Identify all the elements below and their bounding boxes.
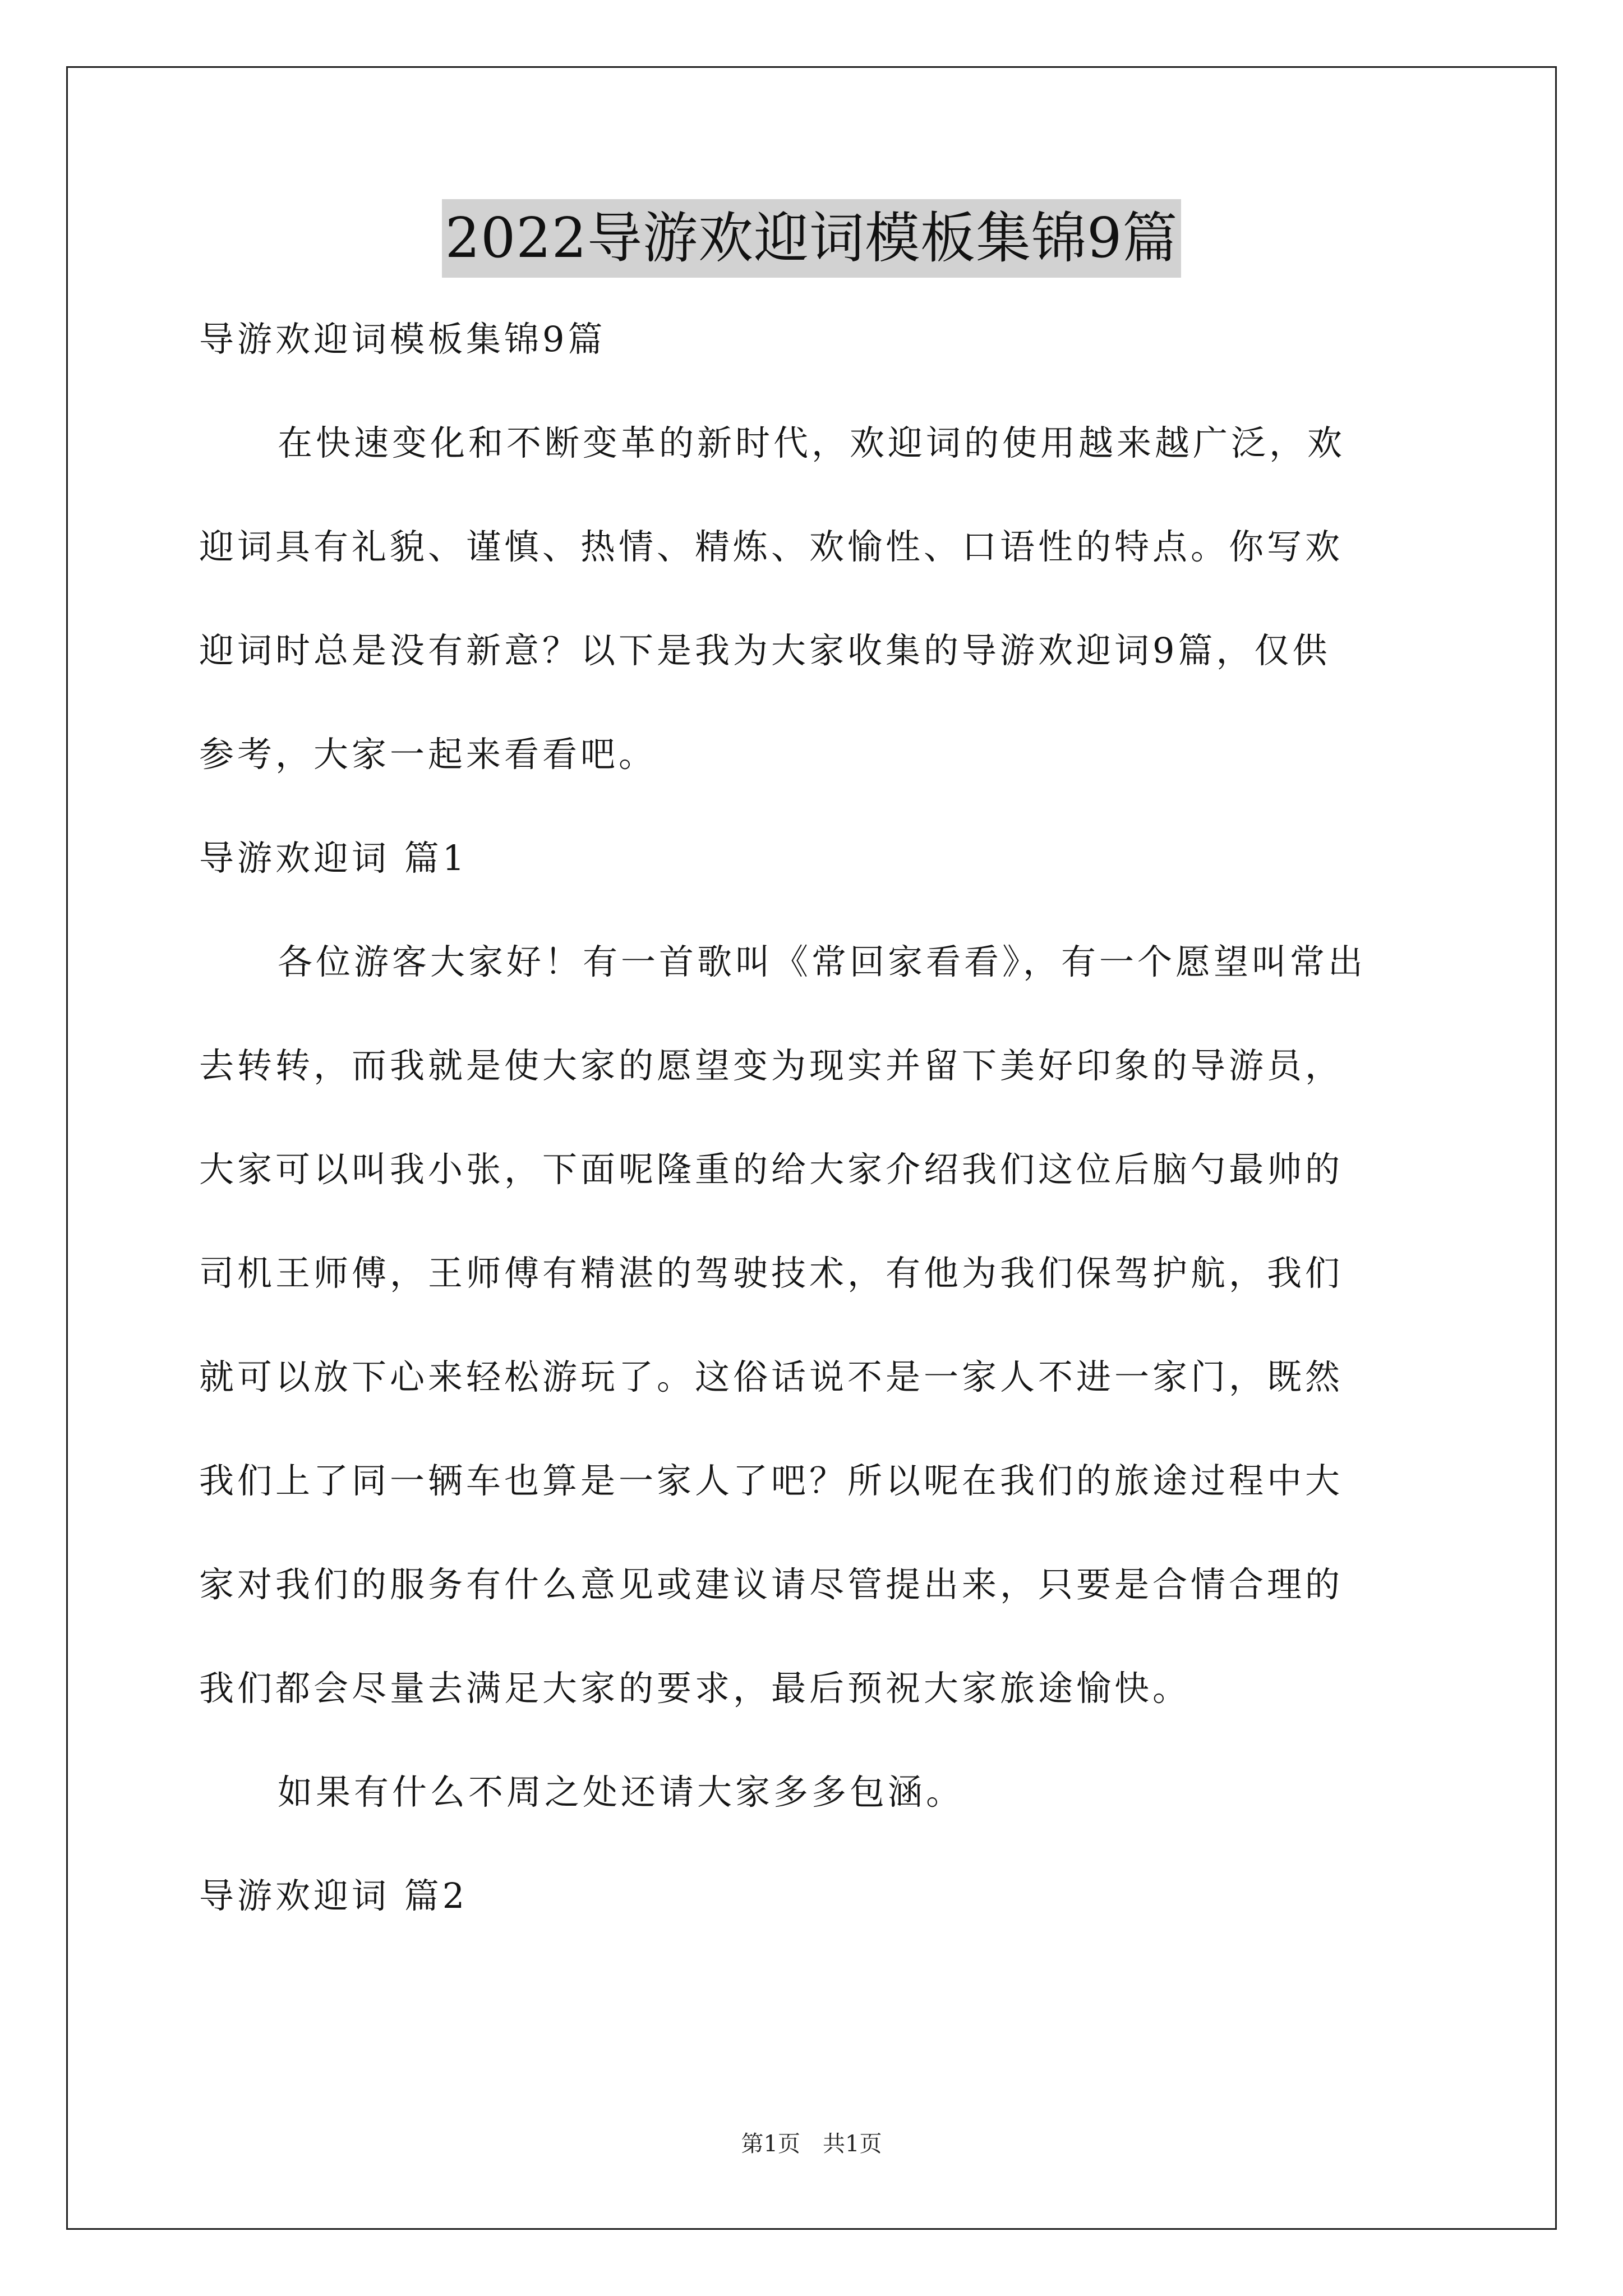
page-footer: 第1页 共1页 [741,2131,882,2157]
title-container [0,199,1623,278]
section1-line-7: 家对我们的服务有什么意见或建议请尽管提出来，只要是合情合理的 [199,1564,1344,1605]
section1-line-3: 大家可以叫我小张，下面呢隆重的给大家介绍我们这位后脑勺最帅的 [199,1149,1344,1190]
section1-line-9: 如果有什么不周之处还请大家多多包涵。 [278,1772,965,1812]
section-heading-1: 导游欢迎词 篇1 [199,838,468,878]
section1-line-8: 我们都会尽量去满足大家的要求，最后预祝大家旅途愉快。 [199,1668,1191,1709]
section1-line-1: 各位游客大家好！有一首歌叫《常回家看看》，有一个愿望叫常出 [278,941,1367,982]
section1-line-4: 司机王师傅，王师傅有精湛的驾驶技术，有他为我们保驾护航，我们 [199,1253,1344,1294]
intro-line-3: 迎词时总是没有新意？以下是我为大家收集的导游欢迎词9篇，仅供 [199,630,1331,671]
section1-line-5: 就可以放下心来轻松游玩了。这俗话说不是一家人不进一家门，既然 [199,1356,1344,1397]
subtitle-line: 导游欢迎词模板集锦9篇 [199,319,606,360]
intro-line-1: 在快速变化和不断变革的新时代，欢迎词的使用越来越广泛，欢 [278,422,1346,463]
section1-line-6: 我们上了同一辆车也算是一家人了吧？所以呢在我们的旅途过程中大 [199,1460,1344,1501]
document-title: 2022导游欢迎词模板集锦9篇 [442,199,1182,278]
intro-line-2: 迎词具有礼貌、谨慎、热情、精炼、欢愉性、口语性的特点。你写欢 [199,526,1344,567]
section-heading-2: 导游欢迎词 篇2 [199,1875,468,1916]
intro-line-4: 参考，大家一起来看看吧。 [199,734,657,775]
section1-line-2: 去转转，而我就是使大家的愿望变为现实并留下美好印象的导游员， [199,1045,1344,1086]
